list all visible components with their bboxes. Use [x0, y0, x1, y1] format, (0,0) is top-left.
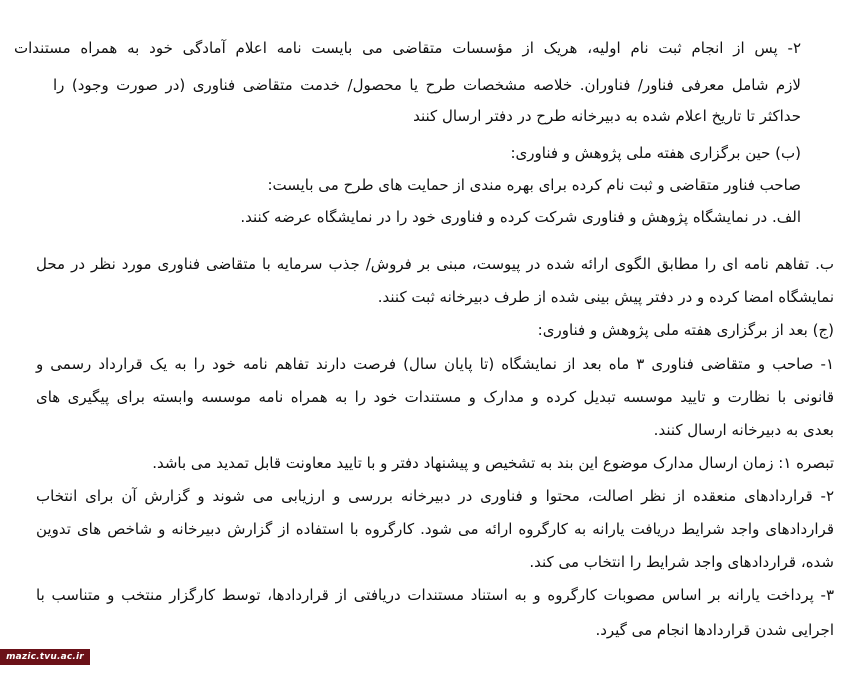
text-line: بعدی به دبیرخانه ارسال کنند.	[653, 421, 834, 439]
text-line: ۲- پس از انجام ثبت نام اولیه، هریک از مؤسسات متقاضی می بایست نامه اعلام آمادگی خود به همراه مستندات	[14, 39, 801, 57]
text-line: صاحب فناور متقاضی و ثبت نام کرده برای بهره مندی از حمایت های طرح می بایست:	[267, 176, 801, 194]
text-line: اجرایی شدن قراردادها انجام می گیرد.	[595, 621, 834, 639]
text-line: قانونی با نظارت و تایید موسسه تبدیل کرده و مدارک و مستندات خود را به همراه نامه موسسه وابسته برای پیگیری های	[36, 388, 834, 406]
text-line: حداکثر تا تاریخ اعلام شده به دبیرخانه طرح در دفتر ارسال کنند	[413, 107, 801, 125]
text-line: ۱- صاحب و متقاضی فناوری ۳ ماه بعد از نمایشگاه (تا پایان سال) فرصت دارند تفاهم نامه خود را به یک قرارداد رسمی و	[36, 355, 835, 373]
section-heading: (ج) بعد از برگزاری هفته ملی پژوهش و فناوری:	[537, 321, 834, 339]
text-line: قراردادهای واجد شرایط دریافت یارانه به کارگروه ارائه می شود. کارگروه با استفاده از گزارش دبیرخانه و شاخص های تدوین	[36, 520, 834, 538]
text-line: ب. تفاهم نامه ای را مطابق الگوی ارائه شده در پیوست، مبنی بر فروش/ جذب سرمایه با متقاضی فناوری مورد نظر در محل	[36, 255, 834, 273]
text-line: ۳- پرداخت یارانه بر اساس مصوبات کارگروه و به استناد مستندات دریافتی از قراردادها، توسط کارگزار منتخب و متناسب با	[36, 586, 834, 604]
text-line: شده، قراردادهای واجد شرایط را انتخاب می کند.	[529, 553, 834, 571]
text-line: ۲- قراردادهای منعقده از نظر اصالت، محتوا و فناوری در دبیرخانه بررسی و ارزیابی می شوند و گزارش آن برای انتخاب	[36, 487, 834, 505]
text-line: نمایشگاه امضا کرده و در دفتر پیش بینی شده از طرف دبیرخانه ثبت کنند.	[377, 288, 834, 306]
section-heading: (ب) حین برگزاری هفته ملی پژوهش و فناوری:	[510, 144, 801, 162]
text-line: الف. در نمایشگاه پژوهش و فناوری شرکت کرده و فناوری خود را در نمایشگاه عرضه کنند.	[240, 208, 801, 226]
note-line: تبصره ۱: زمان ارسال مدارک موضوع این بند به تشخیص و پیشنهاد دفتر و با تایید معاونت قابل تمدید می باشد.	[152, 454, 834, 472]
text-line: لازم شامل معرفی فناور/ فناوران. خلاصه مشخصات طرح یا محصول/ خدمت متقاضی فناوری (در صورت وجود) را	[53, 76, 801, 94]
site-watermark: mazic.tvu.ac.ir	[0, 649, 90, 665]
